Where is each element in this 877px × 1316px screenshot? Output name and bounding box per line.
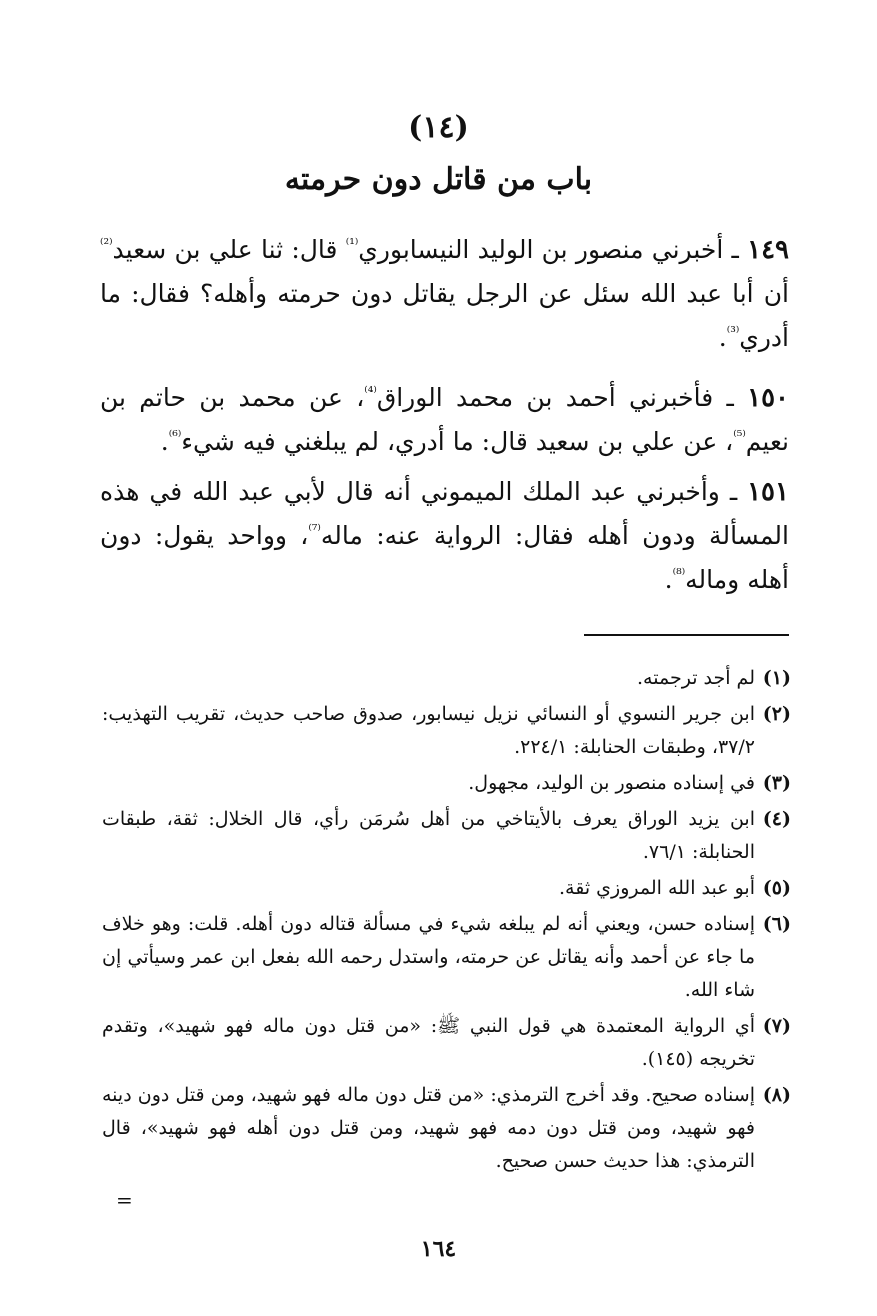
footnote-number: (٧) (762, 1015, 791, 1037)
footnote-ref: ⁽⁶⁾ (168, 428, 182, 445)
hadith-151 (100, 470, 789, 602)
footnote-number: (٨) (762, 1084, 791, 1106)
footnote-ref: ⁽⁵⁾ (733, 428, 746, 445)
footnote-number: (١) (762, 667, 791, 689)
footnote-number: (٦) (762, 913, 791, 935)
footnote (102, 1079, 791, 1178)
hadith-text: ـ أخبرني منصور بن الوليد النيسابوري (358, 235, 739, 264)
hadith-text: . (718, 323, 727, 352)
hadith-150 (100, 376, 789, 464)
footnote-text: ابن يزيد الوراق يعرف بالأيتاخي من أهل سُرمَن رأي، قال الخلال: ثقة، طبقات الحنابلة: ٧٦/١. (102, 808, 755, 863)
footnote-text: إسناده صحيح. وقد أخرج الترمذي: «من قتل دون ماله فهو شهيد، ومن قتل دون دينه فهو شهيد، ومن قتل دون دمه فهو شهيد، ومن قتل دون أهله فهو شهيد»، قال الترمذي: هذا حديث حسن صحيح. (102, 1084, 755, 1172)
footnote-ref: ⁽¹⁾ (345, 236, 359, 253)
footnote (102, 662, 791, 695)
footnote-text: إسناده حسن، ويعني أنه لم يبلغه شيء في مسألة قتاله دون أهله. قلت: وهو خلاف ما جاء عن أحمد وأنه يقاتل عن حرمته، واستدل رحمه الله بفعل ابن عمر وسيأتي إن شاء الله. (102, 913, 755, 1001)
hadith-text: ، عن علي بن سعيد قال: ما أدري، لم يبلغني فيه شيء (181, 427, 734, 456)
hadith-number: ١٥٠ (747, 383, 790, 413)
footnote-ref: ⁽³⁾ (726, 324, 740, 341)
footnote (102, 698, 791, 764)
footnote-text: أي الرواية المعتمدة هي قول النبي ﷺ: «من قتل دون ماله فهو شهيد»، وتقدم تخريجه (١٤٥). (102, 1015, 755, 1070)
footnote-number: (٥) (762, 877, 791, 899)
hadith-text: . (664, 565, 673, 594)
page-number: ١٦٤ (420, 1236, 457, 1262)
footnote-text: في إسناده منصور بن الوليد، مجهول. (468, 772, 755, 794)
hadith-text: ـ فأخبرني أحمد بن محمد الوراق (376, 383, 734, 412)
footnote-ref: ⁽⁴⁾ (364, 384, 377, 401)
chapter-title: باب من قاتل دون حرمته (284, 162, 593, 197)
footnote-number: (٢) (762, 703, 791, 725)
footnote-number: (٣) (762, 772, 791, 794)
hadith-text: . (160, 427, 169, 456)
footnote (102, 872, 791, 905)
hadith-text: أن أبا عبد الله سئل عن الرجل يقاتل دون حرمته وأهله؟ فقال: ما أدري (100, 279, 789, 352)
hadith-number: ١٤٩ (747, 235, 790, 265)
footnote-ref: ⁽⁷⁾ (308, 522, 321, 539)
hadith-text: قال: ثنا علي بن سعيد (112, 235, 346, 264)
footnote-ref: ⁽²⁾ (100, 236, 113, 253)
footnote (102, 803, 791, 869)
continuation-mark: = (116, 1188, 133, 1212)
hadith-149 (100, 228, 789, 360)
footnote-text: لم أجد ترجمته. (637, 667, 755, 689)
footnote-number: (٤) (762, 808, 791, 830)
footnotes (102, 662, 791, 1181)
hadith-text: ، عن محمد بن حاتم بن نعيم (100, 383, 789, 456)
footnote-divider (584, 634, 789, 636)
chapter-number: (١٤) (408, 110, 469, 145)
hadith-number: ١٥١ (747, 477, 789, 507)
footnote-ref: ⁽⁸⁾ (672, 566, 686, 583)
hadith-text: ـ وأخبرني عبد الملك الميموني أنه قال لأبي عبد الله في هذه المسألة ودون أهله فقال: الرواية عنه: ماله (100, 477, 789, 550)
footnote (102, 908, 791, 1007)
footnote-text: ابن جرير النسوي أو النسائي نزيل نيسابور، صدوق صاحب حديث، تقريب التهذيب: ٣٧/٢، وطبقات الحنابلة: ٢٢٤/١. (102, 703, 755, 758)
hadith-text: ، وواحد يقول: دون أهله وماله (100, 521, 789, 594)
footnote-text: أبو عبد الله المروزي ثقة. (558, 877, 755, 899)
footnote (102, 767, 791, 800)
footnote (102, 1010, 791, 1076)
